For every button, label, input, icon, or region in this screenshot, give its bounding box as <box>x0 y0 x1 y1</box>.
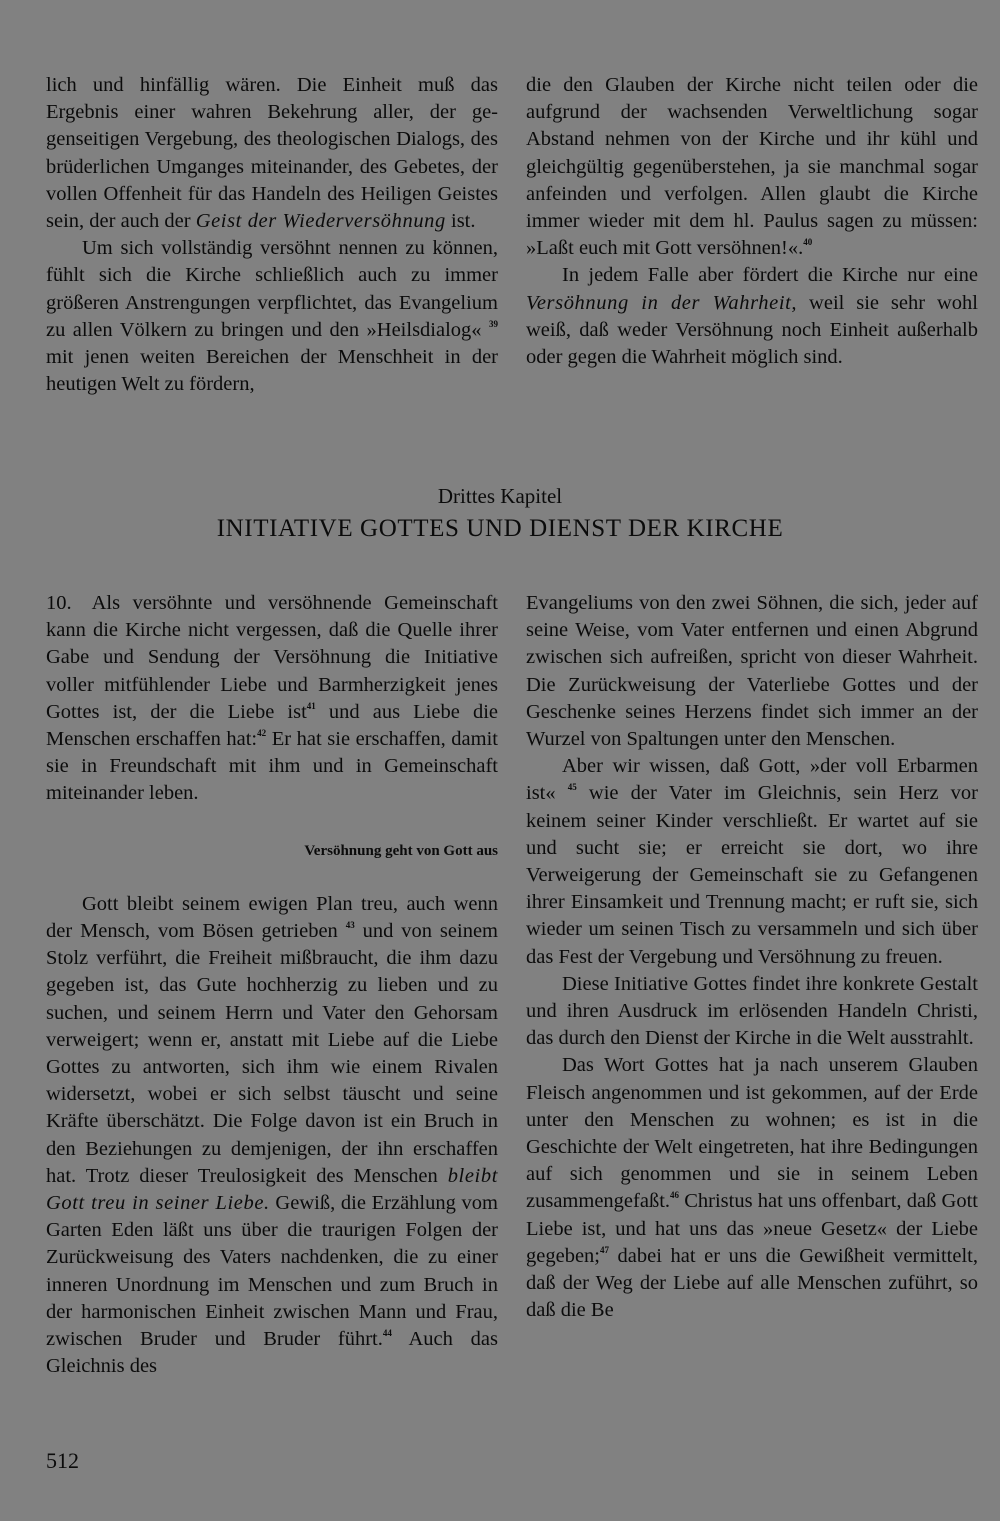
paragraph <box>46 590 498 808</box>
paragraph <box>526 1052 978 1324</box>
footnote-ref: 46 <box>670 1190 680 1201</box>
text: Aber wir wissen, daß Gott, »der voll Erbarmen ist« <box>526 755 978 805</box>
footnote-ref: 44 <box>382 1328 392 1339</box>
text: Um sich vollständig versöhnt nennen zu können, fühlt sich die Kirche schließlich auch zu immer größeren Anstrengungen verpflichtet, das Evangelium zu allen Völkern zu bringen und den »Heilsdialog« <box>46 237 498 341</box>
paragraph: Evangeliums von den zwei Söhnen, die sich, jeder auf seine Weise, vom Vater entfernen und einen Abgrund zwischen sich aufreißen, spricht von dieser Wahrheit. Die Zurückweisung der Vaterliebe Gottes und der Geschenke seines Herzens findet sich immer an der Wurzel von Spaltungen unter den Menschen. <box>526 592 978 751</box>
text: lich und hinfällig wären. Die Einheit muß das Ergebnis einer wahren Bekehrung aller, der gegenseitigen Vergebung, des theologischen Dialogs, des brüderlichen Umganges miteinander, des Gebetes, der vollen Offenheit für das Handeln des Heiligen Geistes sein, der auch der <box>46 74 498 233</box>
text: dabei hat er uns die Gewißheit vermittelt, daß der Weg der Liebe auf alle Menschen zuführt, so daß die Be <box>526 1244 978 1322</box>
footnote-ref: 42 <box>257 728 267 739</box>
text: Das Wort Gottes hat ja nach unserem Glauben Fleisch angenommen und ist gekommen, auf der Erde unter den Menschen zu wohnen; es ist in die Geschichte der Welt eingetreten, hat ihre Bedingungen auf sich genommen und sie in seinem Leben zusammengefaßt. <box>526 1054 978 1213</box>
section-number: 10. <box>46 592 72 614</box>
footnote-ref: 40 <box>803 237 813 248</box>
text: In jedem Falle aber fördert die Kirche nur eine <box>562 264 978 287</box>
paragraph <box>526 262 978 371</box>
emphasis: bleibt Gott treu in seiner Liebe. <box>46 1164 498 1215</box>
bottom-left-column <box>46 590 498 1380</box>
text: weil sie sehr wohl weiß, daß weder Versöhnung noch Einheit außerhalb oder gegen die Wahrheit möglich sind. <box>526 291 978 369</box>
paragraph <box>46 891 498 1381</box>
chapter-title: INITIATIVE GOTTES UND DIENST DER KIRCHE <box>216 515 784 542</box>
chapter-label: Drittes Kapitel <box>437 484 563 508</box>
emphasis: Versöhnung in der Wahrheit, <box>526 291 798 314</box>
paragraph <box>46 235 498 398</box>
text: ist. <box>445 210 476 233</box>
bottom-right-column <box>526 590 978 1324</box>
footnote-ref: 43 <box>345 920 355 931</box>
paragraph <box>46 72 498 235</box>
footnote-ref: 45 <box>567 782 577 793</box>
emphasis: Geist der Wiederversöhnung <box>195 210 446 233</box>
top-right-column <box>526 72 978 371</box>
text: Gewiß, die Erzählung vom Garten Eden läßt uns über die traurigen Folgen der Zurückweisung des Vaters nachdenken, die zu einer inneren Unordnung im Menschen und zum Bruch in der harmonischen Einheit zwischen Mann und Frau, zwischen Bruder und Bruder führt. <box>46 1192 498 1351</box>
footnote-ref: 39 <box>489 318 499 329</box>
text: und von seinem Stolz verführt, die Freiheit mißbraucht, die ihm dazu gegeben ist, das Gute hochherzig zu lieben und zu suchen, und seinem Herrn und Vater den Gehorsam verweigert; wenn er, anstatt mit Liebe auf die Liebe Gottes zu antworten, sich ihm wie einem Rivalen widersetzt, wobei er sich selbst täuscht und seine Kräfte überschätzt. Die Folge davon ist ein Bruch in den Beziehungen zu demjenigen, der ihn erschaffen hat. Trotz dieser Treulosigkeit des Menschen <box>46 920 498 1187</box>
text: Auch das Gleichnis des <box>46 1328 498 1378</box>
footnote-ref: 47 <box>600 1244 609 1255</box>
text: die den Glauben der Kirche nicht teilen oder die aufgrund der wachsenden Verweltlichung sogar Abstand nehmen von der Kirche und ihr kühl und gleichgültig gegenüberstehen, ja sie manchmal sogar anfeinden und verfolgen. Allen glaubt die Kirche immer wieder mit dem hl. Paulus sagen zu müssen: »Laßt euch mit Gott versöhnen!«. <box>526 74 978 260</box>
text: wie der Vater im Gleichnis, sein Herz vor keinem seiner Kinder verschließt. Er wartet auf sie und sucht sie; er erreicht sie dort, wo ihre Verweigerung der Gemeinschaft sie zu Gefangenen ihrer Einsamkeit und Trennung macht; er ruft sie, sich wieder um seinen Tisch zu versammeln und sich über das Fest der Vergebung und Versöhnung zu freuen. <box>526 782 979 968</box>
paragraph: Diese Initiative Gottes findet ihre konkrete Gestalt und ihren Ausdruck im erlösenden Handeln Christi, das durch den Dienst der Kirche in die Welt ausstrahlt. <box>526 972 978 1050</box>
footnote-ref: 41 <box>306 700 316 711</box>
top-left-column <box>46 72 498 398</box>
paragraph <box>526 72 978 262</box>
paragraph <box>526 753 978 971</box>
text: Gott bleibt seinem ewigen Plan treu, auch wenn der Mensch, vom Bösen getrieben <box>46 892 498 943</box>
text: und aus Liebe die Menschen erschaffen hat: <box>46 700 498 751</box>
subheading: Versöhnung geht von Gott aus <box>304 842 498 859</box>
page-number: 512 <box>46 1448 79 1473</box>
text: Als versöhnte und versöhnende Gemeinschaft kann die Kirche nicht vergessen, daß die Quelle ihrer Gabe und Sendung der Versöhnung die Initiative voller mitfühlender Liebe und Barmherzigkeit jenes Gottes ist, der die Liebe ist <box>46 592 498 723</box>
text: Christus hat uns offenbart, daß Gott Liebe ist, und hat uns das »neue Gesetz« der Liebe gegeben; <box>526 1190 978 1267</box>
text: Er hat sie erschaffen, damit sie in Freundschaft mit ihm und in Gemeinschaft miteinander leben. <box>46 728 498 805</box>
text: mit jenen weiten Bereichen der Menschheit in der heutigen Welt zu fördern, <box>46 346 498 396</box>
